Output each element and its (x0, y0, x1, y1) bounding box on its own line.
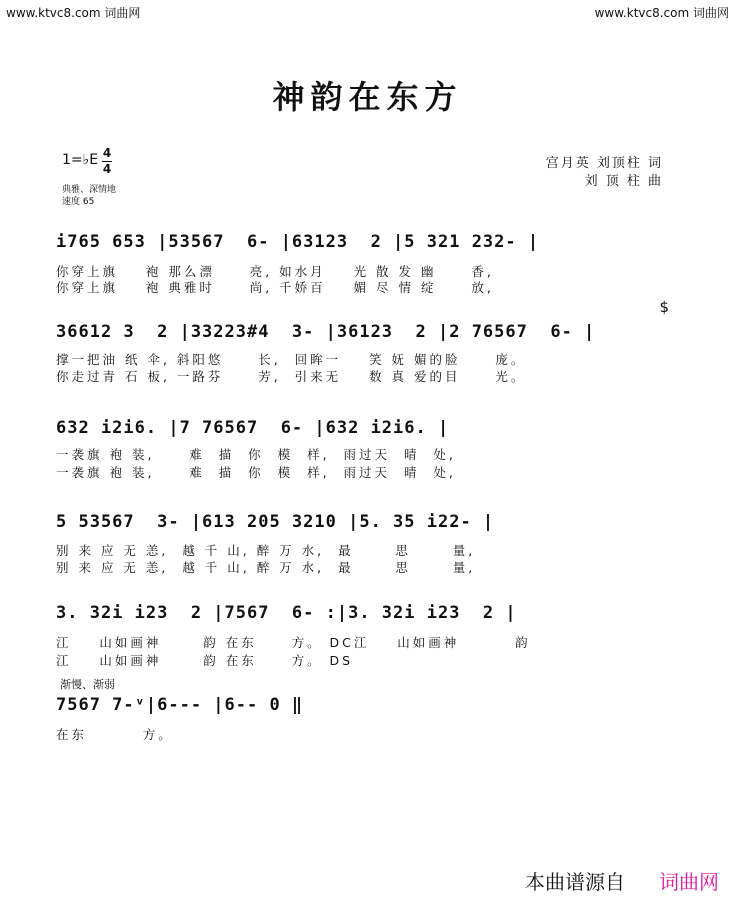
notation-line-4: 5 53567 3- |613 205 3210 |5. 35 i22- | (56, 512, 495, 532)
segno-sign: $ (659, 298, 669, 316)
footer-source: 本曲谱源自 (525, 870, 625, 894)
time-signature-top: 4 (102, 146, 112, 160)
song-title: 神韵在东方 (272, 78, 463, 116)
time-signature (102, 146, 112, 177)
time-signature-bottom: 4 (102, 162, 112, 176)
lyric-line-4b: 别 来 应 无 恙, 越 千 山, 醉 万 水, 最 思 量, (56, 560, 476, 575)
tempo-annotation: 渐慢、渐弱 (60, 678, 115, 691)
tempo-mark: 速度 65 (62, 197, 95, 207)
lyric-line-1a: 你穿上旗 袍 那么漂 亮, 如水月 光 散 发 幽 香, (56, 264, 494, 279)
composer-credit: 刘 顶 柱 曲 (584, 174, 663, 189)
key-signature: 1=♭E (62, 152, 99, 168)
watermark-right: www.ktvc8.com 词曲网 (594, 6, 729, 20)
notation-line-6: 7567 7-ᵛ|6--- |6-- 0 ‖ (56, 695, 304, 715)
lyric-line-5b: 江 山如画神 韵 在东 方。 DS (56, 653, 354, 668)
notation-line-2: 36612 3 2 |33223#4 3- |36123 2 |2 76567 6- | (56, 322, 596, 342)
notation-line-3: 632 i2i6. |7 76567 6- |632 i2i6. | (56, 418, 450, 438)
lyric-line-5a: 江 山如画神 韵 在东 方。 DC江 山如画神 韵 (56, 635, 531, 650)
expression-mark: 典雅、深情地 (62, 185, 117, 195)
lyric-line-3a: 一袭旗 袍 装, 难 描 你 模 样, 雨过天 晴 处, (56, 447, 456, 462)
watermark-left: www.ktvc8.com 词曲网 (6, 6, 141, 20)
footer-site: 词曲网 (659, 870, 719, 894)
lyricist-credit: 宫月英 刘顶柱 词 (545, 156, 663, 171)
lyric-line-1b: 你穿上旗 袍 典雅时 尚, 千娇百 媚 尽 情 绽 放, (56, 280, 494, 295)
lyric-line-3b: 一袭旗 袍 装, 难 描 你 模 样, 雨过天 晴 处, (56, 465, 456, 480)
notation-line-1: i765 653 |53567 6- |63123 2 |5 321 232- | (56, 232, 540, 252)
lyric-line-4a: 别 来 应 无 恙, 越 千 山, 醉 万 水, 最 思 量, (56, 543, 476, 558)
lyric-line-6: 在东 方。 (56, 727, 174, 742)
notation-line-5: 3. 32i i23 2 |7567 6- :|3. 32i i23 2 | (56, 603, 517, 623)
lyric-line-2a: 撑一把油 纸 伞, 斜阳悠 长, 回眸一 笑 妩 媚的脸 庞。 (56, 352, 527, 367)
lyric-line-2b: 你走过青 石 板, 一路芬 芳, 引来无 数 真 爱的目 光。 (56, 369, 527, 384)
